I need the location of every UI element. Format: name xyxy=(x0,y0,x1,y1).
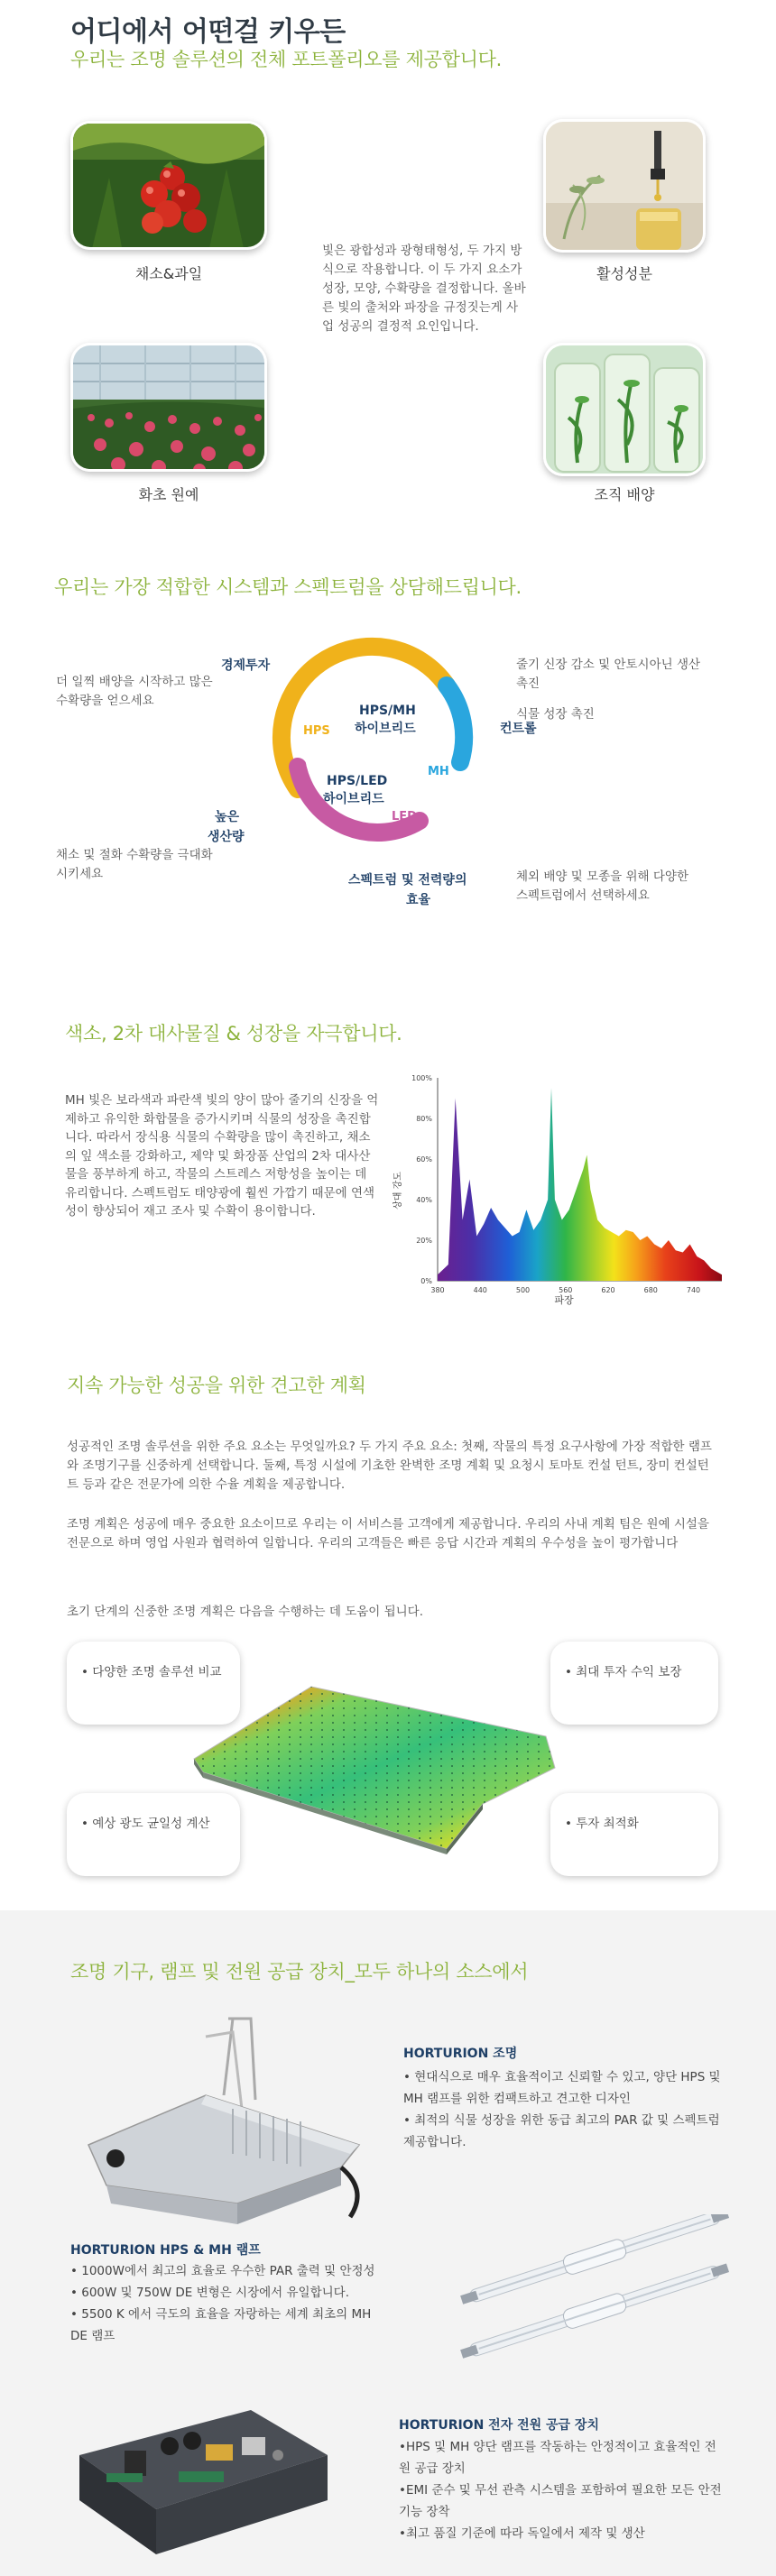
power-supply-description xyxy=(399,2436,724,2544)
section2-title: 우리는 가장 적합한 시스템과 스펙트럼을 상담해드립니다. xyxy=(54,576,522,598)
lamp-bullet: • 600W 및 750W DE 변형은 시장에서 유일합니다. xyxy=(70,2286,349,2300)
chart-x-label: 파장 xyxy=(554,1294,574,1306)
lamps-image xyxy=(447,2214,744,2359)
bubble-text: • 투자 최적화 xyxy=(565,1817,639,1831)
chart-x-tick: 440 xyxy=(473,1286,487,1294)
chart-y-tick: 60% xyxy=(416,1155,432,1164)
arc-label-led: LED xyxy=(392,810,417,823)
lamp-title: HORTURION HPS & MH 램프 xyxy=(70,2243,261,2258)
tissue-culture-photo xyxy=(543,343,706,476)
tissue-culture-caption: 조직 배양 xyxy=(594,486,655,503)
active-ingredients-caption: 활성성분 xyxy=(596,265,652,282)
chart-y-tick: 100% xyxy=(411,1074,432,1082)
chart-x-tick: 560 xyxy=(559,1286,573,1294)
bubble-max-roi xyxy=(550,1642,718,1725)
advice-right-bottom: 체외 배양 및 모종을 위해 다양한 스펙트럼에서 선택하세요 xyxy=(516,869,688,903)
mh-arc xyxy=(447,685,464,762)
power-supply-bullet: •최고 품질 기준에 따라 독일에서 제작 및 생산 xyxy=(399,2526,645,2541)
chart-x-tick: 620 xyxy=(601,1286,615,1294)
vegetables-fruit-caption: 채소&과일 xyxy=(134,265,203,282)
bubble-text: • 최대 투자 수익 보장 xyxy=(565,1665,682,1679)
inner-label-hps-led-1: HPS/LED xyxy=(327,774,388,788)
label-spectrum-1: 스펙트럼 및 전력량의 xyxy=(348,873,467,888)
floriculture-caption: 화초 원예 xyxy=(138,486,199,503)
advice-left-top: 더 일찍 배양을 시작하고 많은 수확량을 얻으세요 xyxy=(56,675,213,708)
chart-y-label: 상대 강도 xyxy=(393,1172,403,1210)
section5-title: 조명 기구, 램프 및 전원 공급 장치_모두 하나의 소스에서 xyxy=(70,1961,529,1983)
section4-para2: 조명 계획은 성공에 매우 중요한 요소이므로 우리는 이 서비스를 고객에게 제공합니다. 우리의 사내 계획 팀은 원예 시설을 전문으로 하며 영업 사원과 협력하여 일합니다. 우리의 고객들은 빠른 응답 시간과 계획의 우수성을 높이 평가합니다 xyxy=(67,1517,709,1550)
bubble-optimize-investment xyxy=(550,1793,718,1876)
inner-label-hps-mh-2: 하이브리드 xyxy=(355,722,416,736)
luminaire-bullet: • 최적의 식물 성장을 위한 동급 최고의 PAR 값 및 스펙트럼 제공합니다. xyxy=(403,2113,720,2149)
active-ingredients-photo xyxy=(543,119,706,253)
bubble-text: • 예상 광도 균일성 계산 xyxy=(81,1817,210,1831)
power-supply-title: HORTURION 전자 전원 공급 장치 xyxy=(399,2418,599,2433)
section3-title: 색소, 2차 대사물질 & 성장을 자극합니다. xyxy=(65,1023,402,1044)
inner-label-hps-mh-1: HPS/MH xyxy=(359,704,416,718)
power-supply-bullet: •EMI 준수 및 무선 관측 시스템을 포함하여 필요한 모든 안전 기능 장착 xyxy=(399,2483,722,2519)
floriculture-photo xyxy=(70,343,267,472)
lamp-bullet: • 1000W에서 최고의 효율로 우수한 PAR 출력 및 안정성 xyxy=(70,2264,375,2278)
power-supply-bullet: •HPS 및 MH 양단 램프를 작동하는 안정적이고 효율적인 전원 공급 장치 xyxy=(399,2440,716,2476)
section4-para3: 초기 단계의 신중한 조명 계획은 다음을 수행하는 데 도움이 됩니다. xyxy=(67,1605,424,1619)
chart-x-tick: 500 xyxy=(515,1286,531,1294)
chart-y-tick: 80% xyxy=(416,1115,432,1123)
section3-text: MH 빛은 보라색과 파란색 빛의 양이 많아 줄기의 신장을 억제하고 유익한 화합물을 증가시키며 식물의 성장을 촉진합니다. 따라서 장식용 식물의 수확량을 많이 촉진하고, 채소의 잎 색소를 강화하고, 제약 및 화장품 산업의 2차 대사산물을 풍부하게 하고, 작물의 스트레스 저항성을 높이는 데 유리합니다. 스펙트럼도 태양광에 훨씬 가깝기 때문에 연색성이 향상되어 재고 조사 및 수확이 용이합니다. xyxy=(65,1093,379,1219)
spectrum-chart xyxy=(388,1042,731,1312)
advice-left-bottom: 채소 및 절화 수확량을 극대화 시키세요 xyxy=(56,848,213,881)
spectrum-area xyxy=(438,1088,722,1281)
chart-x-tick: 380 xyxy=(430,1286,445,1294)
advice-right-top: 줄기 신장 감소 및 안토시아닌 생산 촉진 xyxy=(516,658,701,691)
label-high-yield-2: 생산량 xyxy=(208,830,245,844)
lamp-description xyxy=(70,2260,386,2347)
arc-label-hps: HPS xyxy=(303,724,330,738)
vegetables-fruit-photo xyxy=(70,121,267,250)
label-control: 컨트롤 xyxy=(500,722,537,736)
label-economic-investment: 경제투자 xyxy=(221,658,271,673)
section1-description: 빛은 광합성과 광형태형성, 두 가지 방식으로 작용합니다. 이 두 가지 요소가 성장, 모양, 수확량을 결정합니다. 올바른 빛의 출처와 파장을 규정짓는게 사업 성공의 결정적 요인입니다. xyxy=(322,244,526,334)
luminaire-bullet: • 현대식으로 매우 효율적이고 신뢰할 수 있고, 양단 HPS 및 MH 램프를 위한 컴팩트하고 견고한 디자인 xyxy=(403,2070,721,2106)
inner-label-hps-led-2: 하이브리드 xyxy=(323,792,384,806)
greenhouse-plan-illustration xyxy=(176,1669,564,1876)
chart-y-tick: 40% xyxy=(416,1196,432,1204)
arc-label-mh: MH xyxy=(428,765,449,778)
chart-y-tick: 20% xyxy=(416,1237,432,1245)
section1-subtitle: 우리는 조명 솔루션의 전체 포트폴리오를 제공합니다. xyxy=(70,49,502,70)
section1-title: 어디에서 어떤걸 키우든 xyxy=(70,16,346,48)
luminaire-title: HORTURION 조명 xyxy=(403,2047,518,2061)
chart-x-tick: 740 xyxy=(686,1286,701,1294)
luminaire-image xyxy=(70,2010,377,2253)
chart-x-tick: 680 xyxy=(643,1286,658,1294)
lamp-bullet: • 5500 K 에서 극도의 효율을 자랑하는 세계 최초의 MH DE 램프 xyxy=(70,2307,372,2343)
section4-para1: 성공적인 조명 솔루션을 위한 주요 요소는 무엇일까요? 두 가지 주요 요소: 첫째, 작물의 특정 요구사항에 가장 적합한 램프와 조명기구를 신중하게 선택합니다. 둘째, 특정 시설에 기초한 완벽한 조명 계획 및 요청시 토마토 컨설 턴트, 장미 컨설턴트 등과 같은 전문가에 의한 수율 계획을 제공합니다. xyxy=(67,1440,712,1492)
spectrum-arc-diagram xyxy=(262,631,496,866)
luminaire-description xyxy=(403,2066,724,2153)
chart-y-tick: 0% xyxy=(420,1277,432,1285)
section4-title: 지속 가능한 성공을 위한 견고한 계획 xyxy=(67,1375,366,1396)
advice-right-mid: 식물 성장 촉진 xyxy=(516,707,595,722)
power-supply-image xyxy=(70,2401,332,2562)
bubble-text: • 다양한 조명 솔루션 비교 xyxy=(81,1665,222,1679)
label-high-yield-1: 높은 xyxy=(215,810,240,824)
label-spectrum-2: 효율 xyxy=(406,893,431,907)
